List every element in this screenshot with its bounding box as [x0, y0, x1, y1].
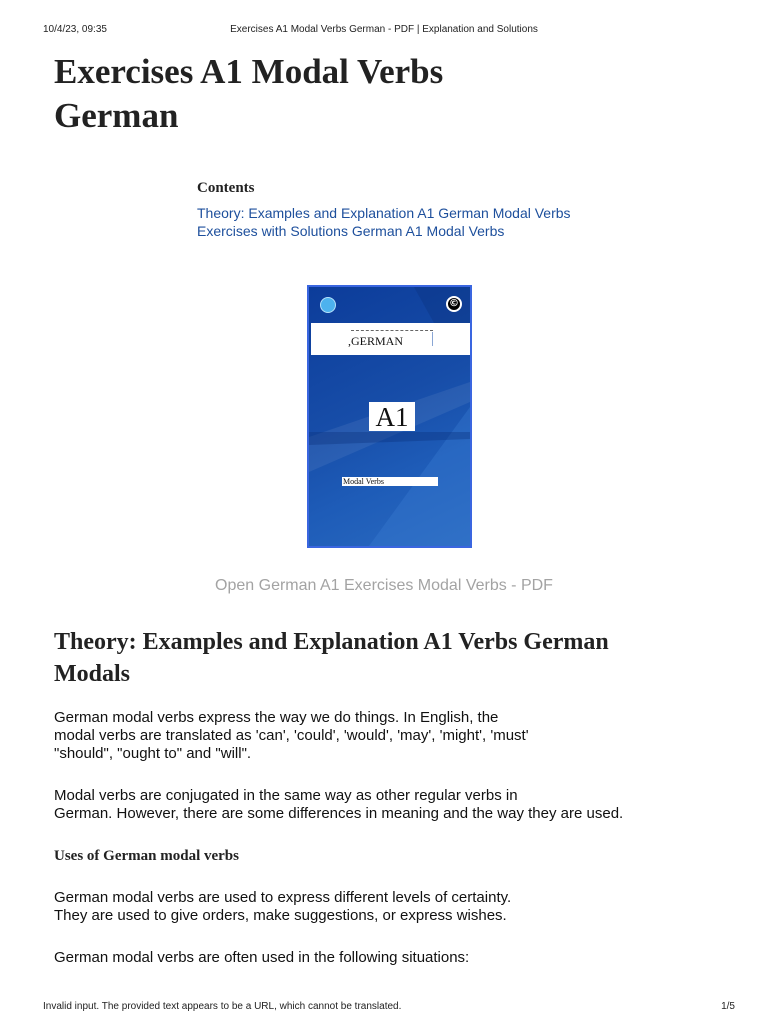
cover-band-dashes [351, 330, 433, 331]
cover-band-text: ,GERMAN [348, 334, 404, 348]
contents-heading: Contents [197, 180, 255, 196]
cover-band-bar [432, 332, 433, 346]
paragraph-conjugation [54, 787, 623, 823]
uses-heading: Uses of German modal verbs [54, 848, 239, 864]
print-datetime: 10/4/23, 09:35 [43, 24, 107, 35]
copyright-icon: © [446, 296, 462, 312]
toc-link-exercises[interactable]: Exercises with Solutions German A1 Modal Verbs [197, 223, 505, 239]
text-line: German modal verbs are used to express different levels of certainty. [54, 889, 512, 906]
page-title: Exercises A1 Modal Verbs German [54, 52, 444, 135]
text-line: German. However, there are some differences in meaning and the way they are used. [54, 805, 624, 822]
cover-logo-icon [320, 297, 336, 313]
cover-title-band [311, 323, 470, 355]
book-cover-image[interactable] [307, 285, 472, 548]
toc-link-theory[interactable]: Theory: Examples and Explanation A1 German Modal Verbs [197, 205, 571, 221]
page-number: 1/5 [721, 1001, 735, 1012]
text-line: They are used to give orders, make suggestions, or express wishes. [54, 907, 507, 924]
text-line: German modal verbs express the way we do things. In English, the [54, 709, 499, 726]
cover-caption[interactable]: Open German A1 Exercises Modal Verbs - PDF [215, 577, 553, 594]
paragraph-situations [54, 949, 469, 967]
text-line: German modal verbs are often used in the following situations: [54, 949, 470, 966]
cover-subtitle: Modal Verbs [342, 477, 438, 486]
paragraph-certainty [54, 889, 511, 925]
print-page-title: Exercises A1 Modal Verbs German - PDF | Explanation and Solutions [230, 24, 538, 35]
text-line: modal verbs are translated as 'can', 'could', 'would', 'may', 'might', 'must' [54, 727, 529, 744]
cover-level: A1 [369, 402, 415, 431]
paragraph-modal-intro [54, 709, 529, 763]
text-line: "should", "ought to" and "will". [54, 745, 252, 762]
theory-heading: Theory: Examples and Explanation A1 Verbs German Modals [54, 629, 609, 687]
print-footer-note: Invalid input. The provided text appears to be a URL, which cannot be translated. [43, 1001, 402, 1012]
text-line: Modal verbs are conjugated in the same way as other regular verbs in [54, 787, 518, 804]
